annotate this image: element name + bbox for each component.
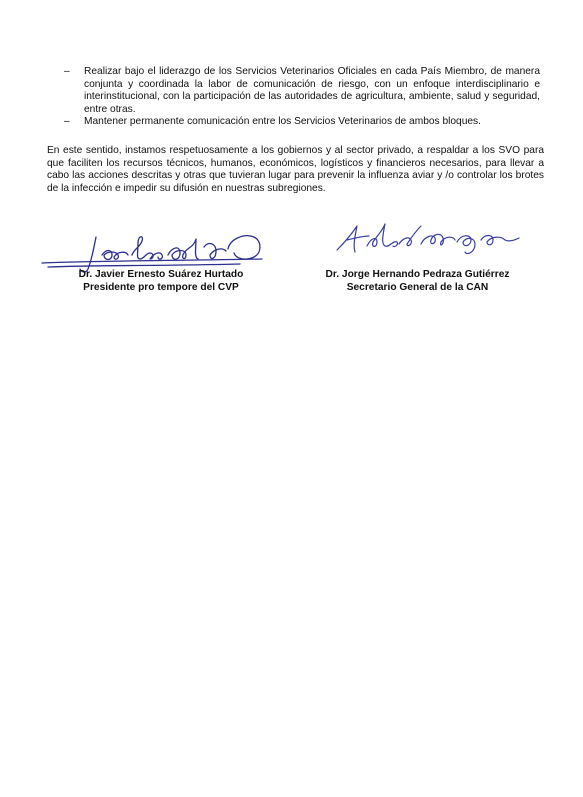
bullet-text: Mantener permanente comunicación entre los Servicios Veterinarios de ambos bloques. [84, 116, 481, 128]
bullet-dash: – [64, 66, 70, 77]
bullet-item [64, 116, 540, 129]
closing-paragraph: En este sentido, instamos respetuosamente a los gobiernos y al sector privado, a respaldar a los SVO para que faciliten los recursos técnicos, humanos, económicos, logísticos y financieros necesarios, para llevar a cabo las acciones descritas y otras que tuvieran lugar para prevenir la influenza aviar y /o controlar los brotes de la infección e impedir su difusión en nuestras subregiones. [47, 145, 544, 194]
bullet-text: Realizar bajo el liderazgo de los Servicios Veterinarios Oficiales en cada País Miembro, de manera conjunta y coordinada la labor de comunicación de riesgo, con un enfoque interdisciplinario e interinstitucional, con la participación de las autoridades de agricultura, ambiente, salud y seguridad, entre otras. [84, 66, 540, 115]
signatory-title: Presidente pro tempore del CVP [83, 281, 239, 293]
bullet-item [64, 66, 540, 116]
signatory-name: Dr. Javier Ernesto Suárez Hurtado [78, 269, 244, 280]
bullet-dash: – [64, 116, 70, 128]
bullet-list [64, 66, 540, 129]
signature-right [333, 218, 523, 258]
signatory-right [310, 269, 525, 294]
signatory-name: Dr. Jorge Hernando Pedraza Gutiérrez [325, 269, 510, 280]
signatory-left [60, 269, 262, 294]
signatory-title: Secretario General de la CAN [346, 281, 489, 293]
